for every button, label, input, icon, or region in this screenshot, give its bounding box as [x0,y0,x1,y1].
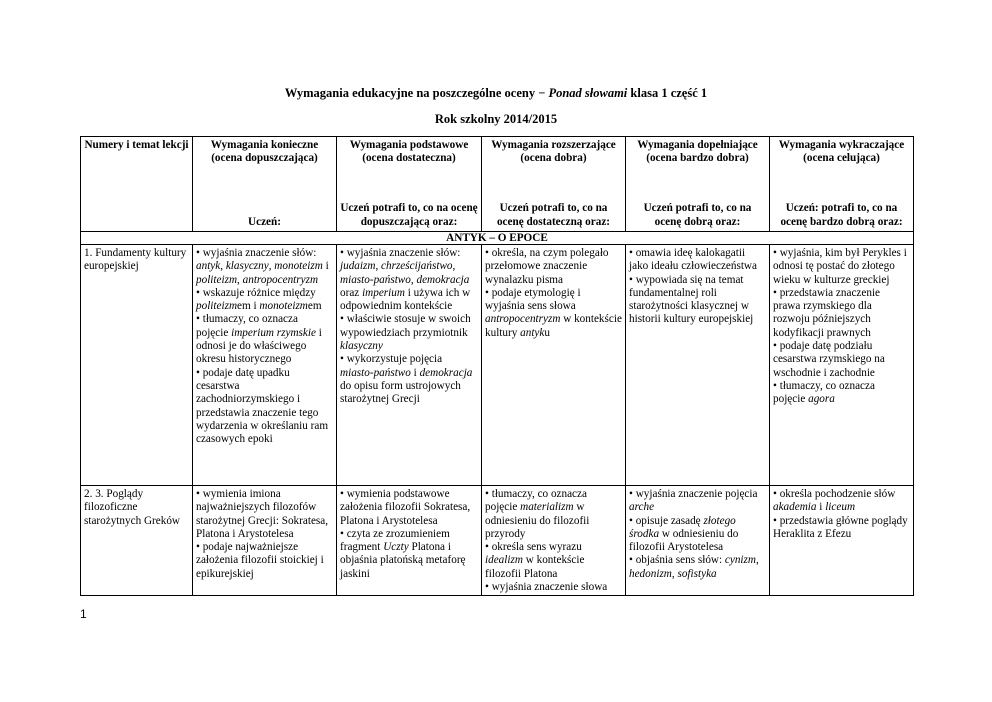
cell-item: • wyjaśnia znaczenie pojęcia arche [629,488,758,514]
cell-dopelniajace [626,486,770,596]
cell-rozszerzajace [482,245,626,486]
table-row [81,245,914,486]
cell-item: • podaje najważniejsze założenia filozofii stoickiej i epikurejskiej [196,541,324,580]
cell-item: • czyta ze zrozumieniem fragment Uczty Platona i objaśnia platońską metaforę jaskini [340,527,466,580]
cell-item: • określa sens wyrazu idealizm w kontekście filozofii Platona [485,541,585,580]
table-row [81,486,914,596]
document-subtitle: Rok szkolny 2014/2015 [434,112,558,126]
cell-item: • tłumaczy, co oznacza pojęcie materializm w odniesieniu do filozofii przyrody [485,488,590,540]
col-header-wykraczajace: Wymagania wykraczające (ocena celująca) Uczeń: potrafi to, co na ocenę bardzo dobrą oraz: [770,137,914,232]
cell-item: • wymienia imiona najważniejszych filozofów starożytnej Grecji: Sokratesa, Platona i Arystotelesa [196,488,329,540]
cell-item: • wyjaśnia, kim był Perykles i odnosi tę postać do złotego wieku w kulturze greckiej [773,247,907,286]
cell-item: • podaje datę podziału cesarstwa rzymskiego na wschodnie i zachodnie [773,340,885,379]
lesson-topic: 1. Fundamenty kultury europejskiej [81,245,193,486]
section-row [81,232,914,245]
cell-item: • przedstawia główne poglądy Heraklita z Efezu [773,514,908,540]
cell-item: • opisuje zasadę złotego środka w odniesieniu do filozofii Arystotelesa [629,514,739,554]
title-italic: Ponad słowami [548,86,628,100]
cell-item: • właściwie stosuje w swoich wypowiedziach przymiotnik klasyczny [340,313,471,353]
cell-item: • wyjaśnia znaczenie słów: antyk, klasyczny, monoteizm i politeizm, antropocentryzm [196,247,329,286]
cell-item: • tłumaczy, co oznacza pojęcie imperium rzymskie i odnosi je do właściwego okresu historycznego [196,313,322,366]
cell-item: • objaśnia sens słów: cynizm, hedonizm, sofistyka [629,554,759,580]
cell-item: • omawia ideę kalokagatii jako ideału człowieczeństwa [629,247,757,273]
lesson-topic: 2. 3. Poglądy filozoficzne starożytnych Greków [81,486,193,596]
cell-item: • podaje datę upadku cesarstwa zachodniorzymskiego i przedstawia znaczenie tego wydarzenia w określaniu ram czasowych epoki [196,366,329,446]
cell-item: • określa, na czym polegało przełomowe znaczenie wynalazku pisma [485,247,609,286]
cell-item: • wyjaśnia znaczenie słów: judaizm, chrześcijaństwo, miasto-państwo, demokracja oraz imperium i używa ich w odpowiednim kontekście [340,247,471,313]
col-header-podstawowe: Wymagania podstawowe (ocena dostateczna) Uczeń potrafi to, co na ocenę dopuszczającą oraz: [337,137,482,232]
cell-konieczne [193,245,337,486]
cell-konieczne [193,486,337,596]
document-title: Wymagania edukacyjne na poszczególne oceny − Ponad słowami klasa 1 część 1 [284,86,708,100]
cell-item: • wymienia podstawowe założenia filozofii Sokratesa, Platona i Arystotelesa [340,488,471,527]
cell-wykraczajace [770,486,914,596]
requirements-table [80,136,914,596]
cell-item: • tłumaczy, co oznacza pojęcie agora [773,379,875,406]
col-header-rozszerzajace: Wymagania rozszerzające (ocena dobra) Uczeń potrafi to, co na ocenę dostateczną oraz: [482,137,626,232]
cell-item: • określa pochodzenie słów akademia i liceum [773,488,896,514]
col-header-konieczne: Wymagania konieczne (ocena dopuszczająca) Uczeń: [193,137,337,232]
col-header-topic: Numery i temat lekcji [81,137,193,232]
cell-item: • przedstawia znaczenie prawa rzymskiego dla rozwoju późniejszych kodyfikacji prawnych [773,286,881,339]
cell-dopelniajace [626,245,770,486]
header-row [81,137,914,232]
cell-podstawowe [337,486,482,596]
cell-item: • wyjaśnia znaczenie słowa [485,581,608,594]
col-header-dopelniajace: Wymagania dopełniające (ocena bardzo dobra) Uczeń potrafi to, co na ocenę dobrą oraz: [626,137,770,232]
section-title: ANTYK – O EPOCE [81,232,914,245]
cell-item: • wypowiada się na temat fundamentalnej roli starożytności klasycznej w historii kultury europejskiej [629,273,754,326]
page-number: 1 [80,607,87,621]
cell-rozszerzajace [482,486,626,596]
cell-podstawowe [337,245,482,486]
cell-wykraczajace [770,245,914,486]
cell-item: • wykorzystuje pojęcia miasto-państwo i demokracja do opisu form ustrojowych starożytnej Grecji [340,353,473,406]
cell-item: • podaje etymologię i wyjaśnia sens słowa antropocentryzm w kontekście kultury antyku [485,286,622,339]
cell-item: • wskazuje różnice między politeizmem i monoteizmem [196,286,322,313]
